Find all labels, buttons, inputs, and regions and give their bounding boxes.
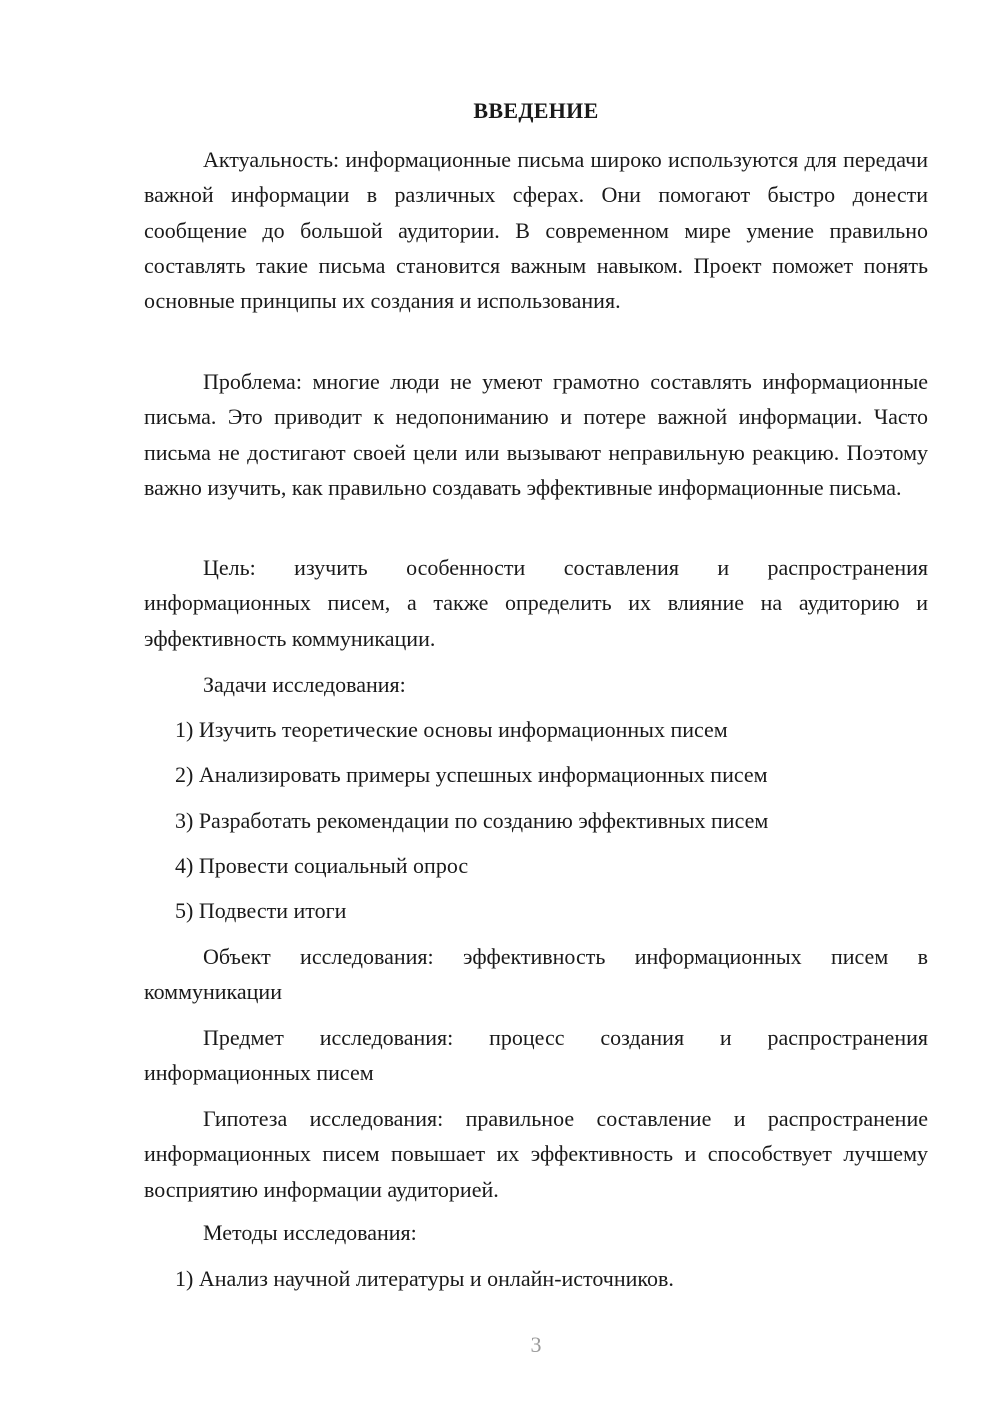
method-item: 1) Анализ научной литературы и онлайн-источников. — [175, 1266, 674, 1291]
task-item: 3) Разработать рекомендации по созданию эффективных писем — [175, 808, 769, 833]
goal-paragraph: Цель: изучить особенности составления и распространения информационных писем, а также определить их влияние на аудиторию и эффективность коммуникации. — [144, 555, 928, 651]
subject-paragraph: Предмет исследования: процесс создания и распространения информационных писем — [144, 1025, 928, 1086]
problem-paragraph: Проблема: многие люди не умеют грамотно составлять информационные письма. Это приводит к недопониманию и потере важной информации. Часто письма не достигают своей цели или вызывают неправильную реакцию. Поэтому важно изучить, как правильно создавать эффективные информационные письма. — [144, 369, 928, 500]
methods-title: Методы исследования: — [203, 1220, 417, 1245]
relevance-paragraph: Актуальность: информационные письма широко используются для передачи важной информации в различных сферах. Они помогают быстро донести сообщение до большой аудитории. В современном мире умение правильно составлять такие письма становится важным навыком. Проект поможет понять основные принципы их создания и использования. — [144, 147, 928, 314]
task-item: 4) Провести социальный опрос — [175, 853, 469, 878]
page-number: 3 — [530, 1332, 542, 1357]
section-heading: ВВЕДЕНИЕ — [473, 98, 599, 123]
task-item: 1) Изучить теоретические основы информационных писем — [175, 717, 728, 742]
hypothesis-paragraph: Гипотеза исследования: правильное составление и распространение информационных писем повышает их эффективность и способствует лучшему восприятию информации аудиторией. — [144, 1106, 928, 1202]
tasks-title: Задачи исследования: — [203, 672, 406, 697]
task-item: 5) Подвести итоги — [175, 898, 347, 923]
object-paragraph: Объект исследования: эффективность информационных писем в коммуникации — [144, 944, 928, 1005]
task-item: 2) Анализировать примеры успешных информационных писем — [175, 762, 768, 787]
document-page — [144, 0, 928, 1414]
